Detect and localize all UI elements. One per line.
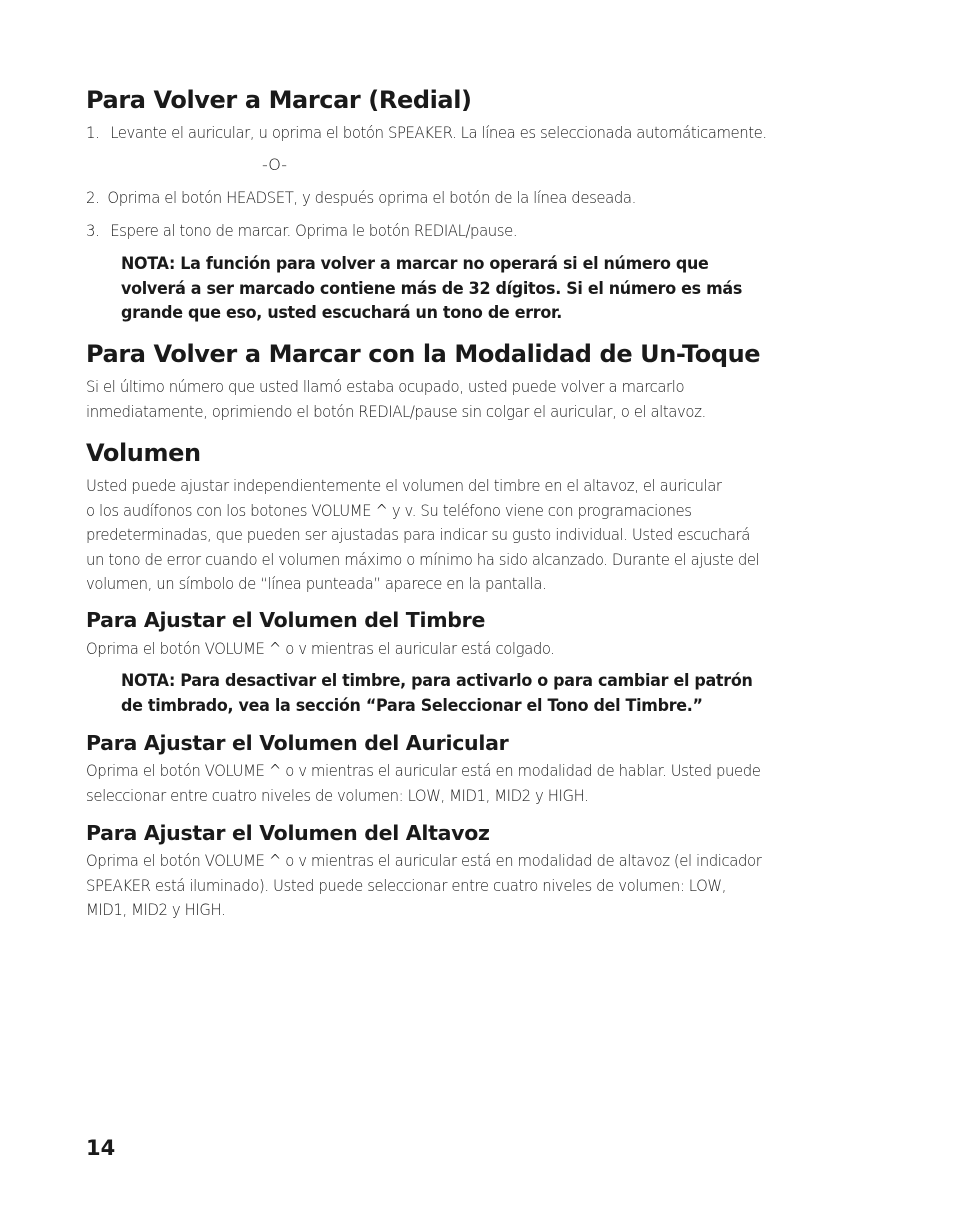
- note-line: grande que eso, usted escuchará un tono de error.: [121, 303, 563, 322]
- heading-ringer-volume: Para Ajustar el Volumen del Timbre: [86, 608, 486, 632]
- paragraph-line: Oprima el botón VOLUME ^ o v mientras el auricular está colgado.: [86, 639, 555, 658]
- ringer-note: [121, 669, 753, 718]
- paragraph-line: Si el último número que usted llamó estaba ocupado, usted puede volver a marcarlo: [86, 377, 685, 396]
- paragraph-line: Oprima el botón VOLUME ^ o v mientras el auricular está en modalidad de altavoz (el indicador: [86, 851, 762, 870]
- volume-paragraph: [86, 474, 759, 597]
- heading-one-touch: Para Volver a Marcar con la Modalidad de Un-Toque: [86, 340, 761, 368]
- step-number: 3.: [86, 221, 100, 240]
- step-text: Levante el auricular, u oprima el botón SPEAKER. La línea es seleccionada automáticamente.: [110, 123, 767, 142]
- paragraph-line: seleccionar entre cuatro niveles de volumen: LOW, MID1, MID2 y HIGH.: [86, 785, 589, 805]
- redial-step-1: [86, 121, 767, 145]
- redial-note: [121, 252, 742, 326]
- step-number: 1.: [86, 123, 100, 142]
- note-line: volverá a ser marcado contiene más de 32 dígitos. Si el número es más: [121, 278, 743, 298]
- step-number: 2.: [86, 188, 100, 207]
- paragraph-line: MID1, MID2 y HIGH.: [86, 900, 226, 919]
- paragraph-line: un tono de error cuando el volumen máximo o mínimo ha sido alcanzado. Durante el ajuste del: [86, 549, 760, 569]
- heading-speaker-volume: Para Ajustar el Volumen del Altavoz: [86, 821, 490, 845]
- redial-step-2: [86, 186, 636, 210]
- step-text: Espere al tono de marcar. Oprima le botón REDIAL/pause.: [110, 221, 518, 240]
- heading-volume: Volumen: [86, 439, 201, 467]
- note-line: NOTA: Para desactivar el timbre, para activarlo o para cambiar el patrón: [121, 671, 753, 690]
- note-line: de timbrado, vea la sección “Para Seleccionar el Tono del Timbre.”: [121, 695, 703, 715]
- paragraph-line: predeterminadas, que pueden ser ajustadas para indicar su gusto individual. Usted escuchará: [86, 525, 750, 544]
- handset-paragraph: [86, 759, 761, 808]
- ringer-paragraph: [86, 637, 555, 662]
- speaker-paragraph: [86, 849, 761, 923]
- one-touch-paragraph: [86, 375, 706, 424]
- paragraph-line: Usted puede ajustar independientemente el volumen del timbre en el altavoz, el auricular: [86, 476, 722, 495]
- paragraph-line: SPEAKER está iluminado). Usted puede seleccionar entre cuatro niveles de volumen: LOW,: [86, 875, 727, 895]
- paragraph-line: o los audífonos con los botones VOLUME ^ y v. Su teléfono viene con programaciones: [86, 500, 692, 520]
- paragraph-line: Oprima el botón VOLUME ^ o v mientras el auricular está en modalidad de hablar. Usted puede: [86, 761, 761, 780]
- note-line: NOTA: La función para volver a marcar no operará si el número que: [121, 254, 709, 273]
- page-number: 14: [86, 1136, 116, 1160]
- paragraph-line: volumen, un símbolo de “línea punteada” aparece en la pantalla.: [86, 574, 547, 593]
- heading-handset-volume: Para Ajustar el Volumen del Auricular: [86, 731, 509, 755]
- heading-redial: Para Volver a Marcar (Redial): [86, 86, 472, 114]
- step-text: Oprima el botón HEADSET, y después oprima el botón de la línea deseada.: [107, 188, 636, 207]
- paragraph-line: inmediatamente, oprimiendo el botón REDIAL/pause sin colgar el auricular, o el altavoz.: [86, 401, 706, 421]
- redial-step-3: [86, 219, 517, 243]
- redial-or-separator: -O-: [262, 155, 288, 174]
